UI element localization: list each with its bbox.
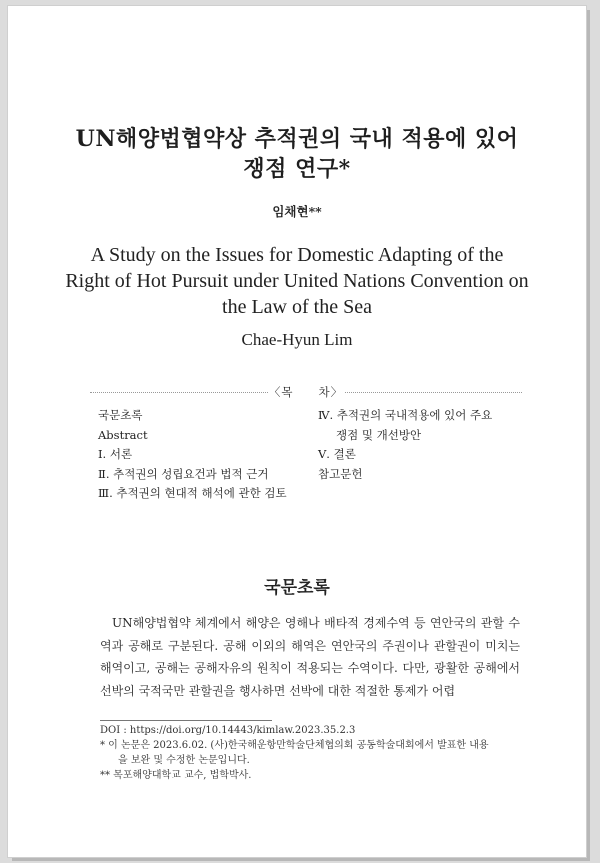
korean-author: 임채현**	[272, 204, 322, 219]
toc-item: Ⅰ. 서론	[98, 447, 133, 461]
toc-rule-right	[342, 392, 522, 393]
korean-title-line-2: 쟁점 연구*	[243, 156, 351, 182]
toc-item: Abstract	[98, 427, 148, 442]
toc-item: 참고문헌	[318, 466, 363, 481]
toc-item: Ⅲ. 추적권의 현대적 해석에 관한 검토	[98, 486, 287, 500]
toc-item: Ⅱ. 추적권의 성립요건과 법적 근거	[98, 466, 269, 481]
abstract-body	[100, 612, 520, 702]
english-author: Chae-Hyun Lim	[241, 330, 353, 349]
toc-heading: 〈목 차〉	[268, 385, 344, 399]
toc-item: Ⅳ. 추적권의 국내적용에 있어 주요	[318, 408, 493, 422]
toc-right-column	[318, 406, 492, 484]
toc-item: 국문초록	[98, 408, 143, 422]
english-title-line-2: Right of Hot Pursuit under United Nations Convention on	[65, 270, 529, 292]
footnote-2: ** 목포해양대학교 교수, 법학박사.	[100, 770, 252, 781]
table-of-contents	[90, 384, 522, 500]
footnote-divider	[100, 720, 272, 721]
toc-item-continuation: 쟁점 및 개선방안	[336, 427, 422, 442]
footnotes	[100, 723, 540, 783]
korean-title	[8, 124, 586, 184]
paper-page	[8, 6, 586, 857]
doi-line: DOI : https://doi.org/10.14443/kimlaw.2023.35.2.3	[100, 725, 356, 736]
section-heading-abstract: 국문초록	[264, 578, 330, 598]
toc-rule-left	[90, 392, 270, 393]
korean-title-line-1: UN해양법협약상 추적권의 국내 적용에 있어	[75, 126, 519, 152]
toc-item: Ⅴ. 결론	[318, 447, 356, 461]
english-title-line-3: the Law of the Sea	[222, 296, 372, 318]
footnote-1-continuation: 을 보완 및 수정한 논문입니다.	[118, 755, 250, 766]
toc-left-column	[98, 406, 287, 504]
footnote-1: * 이 논문은 2023.6.02. (사)한국해운항만학술단체협의회 공동학술대회에서 발표한 내용	[100, 740, 489, 751]
abstract-paragraph: UN해양법협약 체계에서 해양은 영해나 배타적 경제수역 등 연안국의 관할 수역과 공해로 구분된다. 공해 이외의 해역은 연안국의 주권이나 관할권이 미치는 해역이고, 공해는 공해자유의 원칙이 적용되는 수역이다. 다만, 광활한 공해에서 선박의 국적국만 관할권을 행사하면 선박에 대한 적절한 통제가 어렵	[100, 616, 520, 698]
english-title	[8, 242, 586, 320]
english-title-line-1: A Study on the Issues for Domestic Adapting of the	[90, 244, 504, 266]
